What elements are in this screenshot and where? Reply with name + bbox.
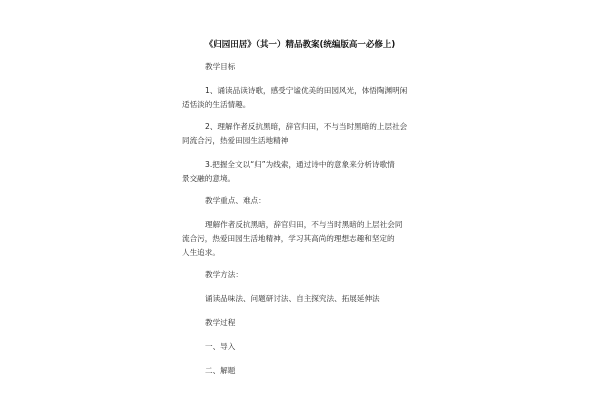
objective-1-line-1: 1、诵读品读诗歌，感受宁谧优美的田园风光，体悟陶渊明闲 (205, 86, 408, 95)
section-heading-key-points: 教学重点、难点： (205, 196, 266, 205)
objective-1-line-2: 适恬淡的生活情趣。 (182, 100, 251, 109)
process-step-intro: 一、导入 (205, 342, 236, 351)
key-points-line-3: 人生追求。 (182, 248, 220, 257)
objective-2-line-2: 同流合污，热爱田园生活地精神 (182, 136, 289, 145)
section-heading-objectives: 教学目标 (205, 62, 236, 71)
objective-3-line-1: 3.把握全文以“归”为线索，通过诗中的意象来分析诗歌情 (205, 160, 395, 169)
methods-list: 诵读品味法、问题研讨法、自主探究法、拓展延伸法 (205, 294, 380, 303)
document-title: 《归园田居》（其一）精品教案(统编版高一必修上) (204, 40, 396, 50)
section-heading-process: 教学过程 (205, 318, 236, 327)
objective-2-line-1: 2、理解作者反抗黑暗，辞官归田，不与当时黑暗的上层社会 (205, 122, 408, 131)
key-points-line-1: 理解作者反抗黑暗，辞官归田，不与当时黑暗的上层社会同 (205, 220, 403, 229)
key-points-line-2: 流合污，热爱田园生活地精神，学习其高尚的理想志趣和坚定的 (182, 234, 395, 243)
section-heading-methods: 教学方法： (205, 270, 243, 279)
objective-3-line-2: 景交融的意境。 (182, 174, 236, 183)
process-step-title-explanation: 二、解题 (205, 366, 236, 375)
